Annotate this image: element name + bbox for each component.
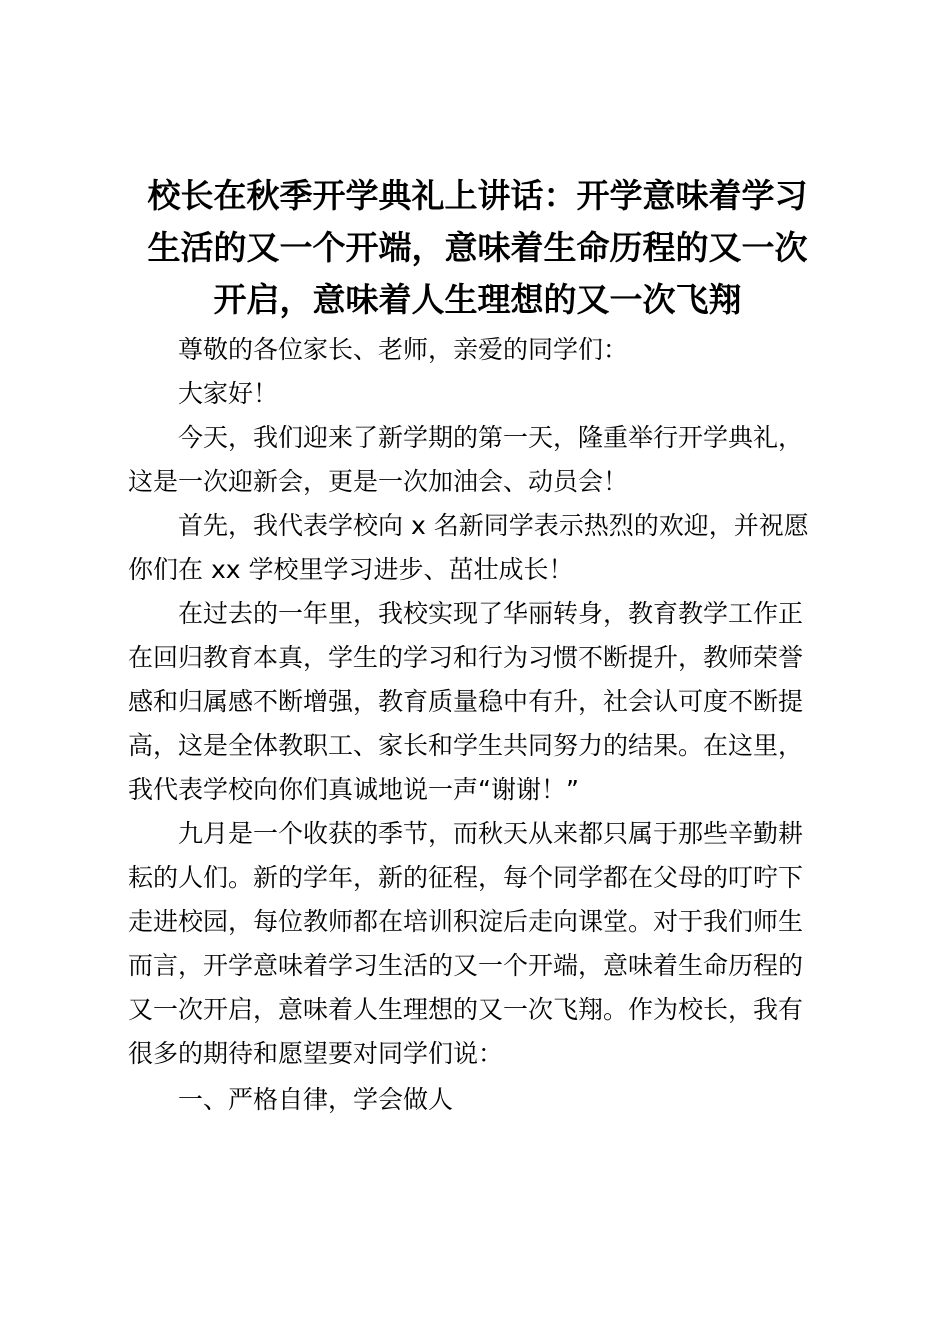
paragraph-3-line-1: 在过去的一年里，我校实现了华丽转身，教育教学工作正 [178, 599, 804, 628]
paragraph-3-line-5: 我代表学校向你们真诚地说一声“谢谢！” [128, 775, 579, 804]
paragraph-3-line-4: 高，这是全体教职工、家长和学生共同努力的结果。在这里， [128, 731, 804, 760]
paragraph-4-line-2: 耘的人们。新的学年，新的征程，每个同学都在父母的叮咛下 [128, 863, 804, 892]
greeting: 大家好！ [178, 379, 279, 408]
title-line-1: 校长在秋季开学典礼上讲话：开学意味着学习 [147, 176, 808, 215]
title-line-2: 生活的又一个开端，意味着生命历程的又一次 [147, 228, 808, 267]
paragraph-4-line-5: 又一次开启，意味着人生理想的又一次飞翔。作为校长，我有 [128, 995, 804, 1024]
title-line-3: 开启，意味着人生理想的又一次飞翔 [213, 280, 742, 319]
paragraph-4-line-3: 走进校园，每位教师都在培训积淀后走向课堂。对于我们师生 [128, 907, 804, 936]
paragraph-4-line-4: 而言，开学意味着学习生活的又一个开端，意味着生命历程的 [128, 951, 804, 980]
paragraph-4-line-6: 很多的期待和愿望要对同学们说： [128, 1039, 504, 1068]
paragraph-3-line-3: 感和归属感不断增强，教育质量稳中有升，社会认可度不断提 [128, 687, 804, 716]
paragraph-1-line-2: 这是一次迎新会，更是一次加油会、动员会！ [128, 467, 629, 496]
paragraph-4-line-1: 九月是一个收获的季节，而秋天从来都只属于那些辛勤耕 [178, 819, 804, 848]
paragraph-2-line-2: 你们在 xx 学校里学习进步、茁壮成长！ [128, 555, 574, 584]
salutation: 尊敬的各位家长、老师，亲爱的同学们： [178, 335, 629, 364]
paragraph-2-line-1: 首先，我代表学校向 x 名新同学表示热烈的欢迎，并祝愿 [178, 511, 809, 540]
paragraph-3-line-2: 在回归教育本真，学生的学习和行为习惯不断提升，教师荣誉 [128, 643, 804, 672]
section-heading-1: 一、严格自律，学会做人 [178, 1085, 454, 1114]
paragraph-1-line-1: 今天，我们迎来了新学期的第一天，隆重举行开学典礼， [178, 423, 804, 452]
